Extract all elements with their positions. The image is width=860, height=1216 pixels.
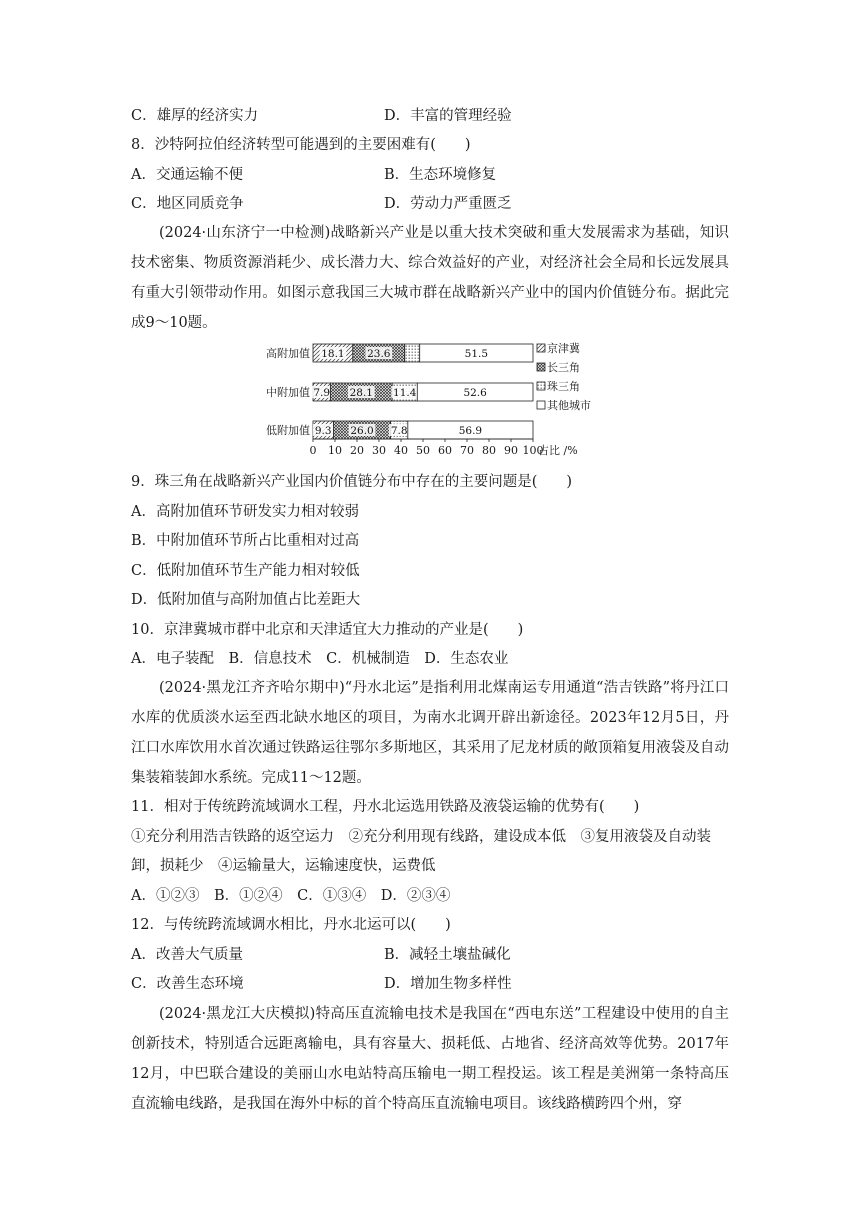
q12-option-c: C．改善生态环境 [131,976,244,992]
x-tick-label: 30 [372,444,386,456]
data-label: 11.4 [393,387,417,399]
data-label: 56.9 [458,425,483,437]
legend-label: 珠三角 [547,380,580,393]
q7-option-c: C．雄厚的经济实力 [131,108,259,124]
value-chain-stacked-bar-chart [258,336,618,456]
x-tick-label: 100 [522,444,544,456]
passage-danshui-beiyun: (2024·黑龙江齐齐哈尔期中)“丹水北运”是指利用北煤南运专用通道“浩吉铁路”将丹江口水库的优质淡水运至西北缺水地区的项目，为南水北调开辟出新途径。2023年12月5日，丹江口水库饮用水首次通过铁路运往鄂尔多斯地区，其采用了尼龙材质的敞顶箱复用液袋及自动集装箱装卸水系统。完成11～12题。 [131,680,729,786]
data-label: 9.3 [314,425,332,437]
q8-option-d: D．劳动力严重匮乏 [384,196,512,212]
q10-stem: 10．京津冀城市群中北京和天津适宜大力推动的产业是( ) [131,622,524,638]
q8-option-c: C．地区同质竞争 [131,196,244,212]
category-label: 低附加值 [266,424,310,437]
x-tick-label: 50 [416,444,430,456]
q8-stem: 8．沙特阿拉伯经济转型可能遇到的主要困难有( ) [131,137,471,153]
x-tick-label: 80 [482,444,496,456]
q12-option-b: B．减轻土壤盐碱化 [384,947,511,963]
x-tick-label: 70 [460,444,474,456]
x-tick-label: 20 [350,444,364,456]
passage-strategic-industries: (2024·山东济宁一中检测)战略新兴产业是以重大技术突破和重大发展需求为基础，知识技术密集、物质资源消耗少、成长潜力大、综合效益好的产业，对经济社会全局和长远发展具有重大引领带动作用。如图示意我国三大城市群在战略新兴产业中的国内价值链分布。据此完成9～10题。 [131,225,729,331]
data-label: 18.1 [321,348,345,360]
x-tick-label: 40 [394,444,408,456]
x-axis-label: 占比 /% [538,444,578,456]
legend-label: 京津冀 [547,342,580,355]
q12-option-d: D．增加生物多样性 [384,976,512,992]
data-label: 28.1 [349,387,373,399]
data-label: 52.6 [463,387,487,399]
legend-swatch [537,401,545,409]
q12-option-a: A．改善大气质量 [131,947,243,963]
legend-swatch [537,344,545,352]
x-tick-label: 0 [309,444,317,456]
legend-swatch [537,363,545,371]
q9-option-b: B．中附加值环节所占比重相对过高 [131,533,360,549]
q10-options: A．电子装配 B．信息技术 C．机械制造 D．生态农业 [131,651,509,667]
x-tick-label: 10 [328,444,342,456]
data-label: 7.9 [313,387,331,399]
q11-options: A．①②③ B．①②④ C．①③④ D．②③④ [131,888,451,904]
q11-stem: 11．相对于传统跨流域调水工程，丹水北运选用铁路及液袋运输的优势有( ) [131,799,640,815]
q9-option-c: C．低附加值环节生产能力相对较低 [131,563,360,579]
q8-option-b: B．生态环境修复 [384,167,497,183]
q9-option-a: A．高附加值环节研发实力相对较弱 [131,504,359,520]
data-label: 7.8 [390,425,408,437]
q7-option-d: D．丰富的管理经验 [384,108,512,124]
q9-stem: 9．珠三角在战略新兴产业国内价值链分布中存在的主要问题是( ) [131,474,573,490]
data-label: 51.5 [464,348,489,360]
data-label: 23.6 [367,348,391,360]
data-label: 26.0 [350,425,374,437]
passage-uhv-transmission: (2024·黑龙江大庆模拟)特高压直流输电技术是我国在“西电东送”工程建设中使用的自主创新技术，特别适合远距离输电，具有容量大、损耗低、占地省、经济高效等优势。2017年12月，中巴联合建设的美丽山水电站特高压输电一期工程投运。该工程是美洲第一条特高压直流输电线路，是我国在海外中标的首个特高压直流输电项目。该线路横跨四个州，穿 [131,1006,729,1112]
legend-swatch [537,382,545,390]
x-tick-label: 90 [504,444,518,456]
legend-label: 其他城市 [547,399,591,412]
q12-stem: 12．与传统跨流域调水相比，丹水北运可以( ) [131,917,451,933]
category-label: 高附加值 [266,347,310,360]
bar-segment [405,344,420,362]
q11-statements-line2: 卸，损耗少 ④运输量大，运输速度快，运费低 [131,858,436,874]
x-tick-label: 60 [438,444,452,456]
legend-label: 长三角 [547,361,580,374]
q8-option-a: A．交通运输不便 [131,167,243,183]
q9-option-d: D．低附加值与高附加值占比差距大 [131,592,361,608]
q11-statements-line1: ①充分利用浩吉铁路的返空运力 ②充分利用现有线路，建设成本低 ③复用液袋及自动装 [131,829,711,845]
category-label: 中附加值 [266,386,310,399]
